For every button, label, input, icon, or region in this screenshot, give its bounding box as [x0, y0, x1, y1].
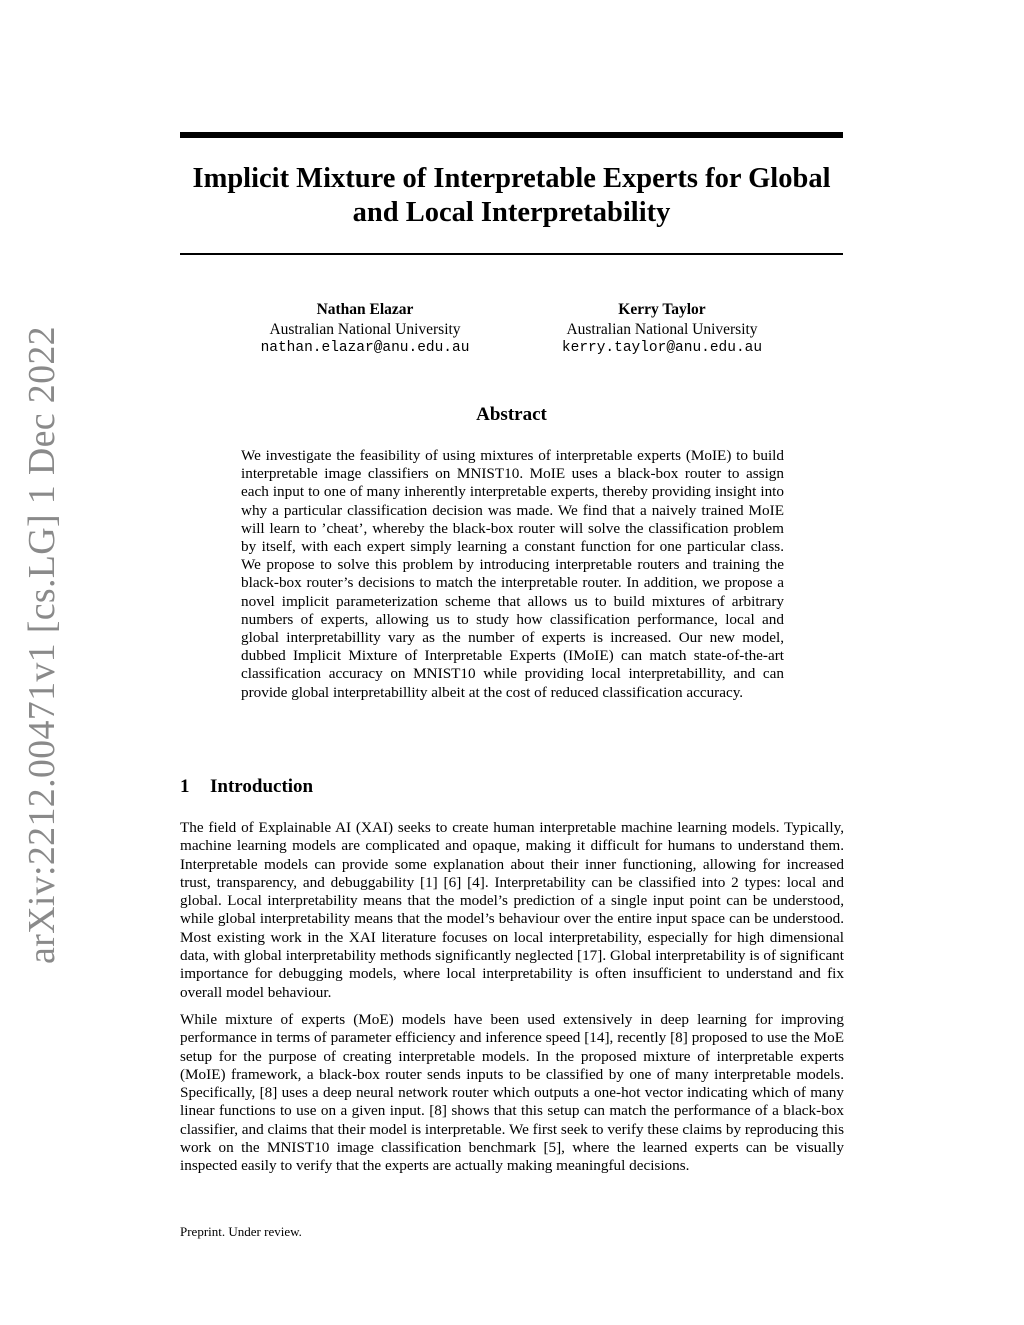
- author-affiliation: Australian National University: [269, 320, 461, 338]
- author-name: Nathan Elazar: [316, 301, 414, 318]
- paper-title: Implicit Mixture of Interpretable Experts for Global and Local Interpretability: [192, 163, 831, 228]
- footer-note: Preprint. Under review.: [180, 1224, 302, 1239]
- author-block-1: [235, 300, 495, 359]
- body-paragraph: While mixture of experts (MoE) models have been used extensively in deep learning for improving performance in terms of parameter efficiency and inference speed [14], recently [8] proposed to use the MoE setup for the purpose of creating interpretable models. In the proposed mixture of interpretable experts (MoIE) framework, a black-box router sends inputs to be classified by one of many interpretable models. Specifically, [8] uses a deep neural network router which outputs a one-hot vector indicating which of many linear functions to use on a given input. [8] shows that this setup can match the performance of a black-box classifier, and claims that their model is interpretable. We first seek to verify these claims by reproducing this work on the MNIST10 image classification benchmark [5], where the learned experts can be visually inspected easily to verify that the experts are actually making meaningful decisions.: [180, 1011, 844, 1175]
- author-email: kerry.taylor@anu.edu.au: [561, 340, 763, 356]
- arxiv-id-text: arXiv:2212.00471v1 [cs.LG] 1 Dec 2022: [21, 326, 63, 964]
- body-paragraph: The field of Explainable AI (XAI) seeks to create human interpretable machine learning models. Typically, machine learning models are complicated and opaque, making it difficult for humans to understand them. Interpretable models can provide some explanation about their inner functioning, allowing for increased trust, transparency, and debuggability [1] [6] [4]. Interpretability can be classified into 2 types: local and global. Local interpretability means that the model’s prediction of a single input point can be understood, while global interpretability means that the model’s behaviour over the entire input space can be understood. Most existing work in the XAI literature focuses on local interpretability, especially for high dimensional data, with global interpretability methods significantly neglected [17]. Global interpretability is of significant importance for debugging models, where local interpretability is often insufficient to understand and fix overall model behaviour.: [180, 819, 844, 1001]
- abstract-text: We investigate the feasibility of using mixtures of interpretable experts (MoIE) to build interpretable image classifiers on MNIST10. MoIE uses a black-box router to assign each input to one of many inherently interpretable experts, thereby providing insight into why a particular classification decision was made. We find that a naively trained MoIE will learn to ’cheat’, whereby the black-box router will solve the classification problem by itself, with each expert simply learning a constant function for one particular class. We propose to solve this problem by introducing interpretable routers and training the black-box router’s decisions to match the interpretable router. In addition, we propose a novel implicit parameterization scheme that allows us to build mixtures of arbitrary numbers of experts, allowing us to study how classification performance, local and global interpretabillity vary as the number of experts is increased. Our new model, dubbed Implicit Mixture of Interpretable Experts (IMoIE) can match state-of-the-art classification accuracy on MNIST10 while providing local interpretabillity, and can provide global interpretabillity albeit at the cost of reduced classification accuracy.: [241, 447, 784, 701]
- section-number: 1: [180, 776, 190, 797]
- author-name: Kerry Taylor: [618, 301, 706, 318]
- section-heading: [180, 776, 313, 798]
- author-block-2: [532, 300, 792, 359]
- author-affiliation: Australian National University: [566, 320, 758, 338]
- abstract-heading: Abstract: [476, 404, 547, 425]
- title-rule-top: [180, 132, 843, 138]
- title-rule-bottom: [180, 253, 843, 255]
- section-title: Introduction: [210, 776, 314, 797]
- author-email: nathan.elazar@anu.edu.au: [260, 340, 470, 356]
